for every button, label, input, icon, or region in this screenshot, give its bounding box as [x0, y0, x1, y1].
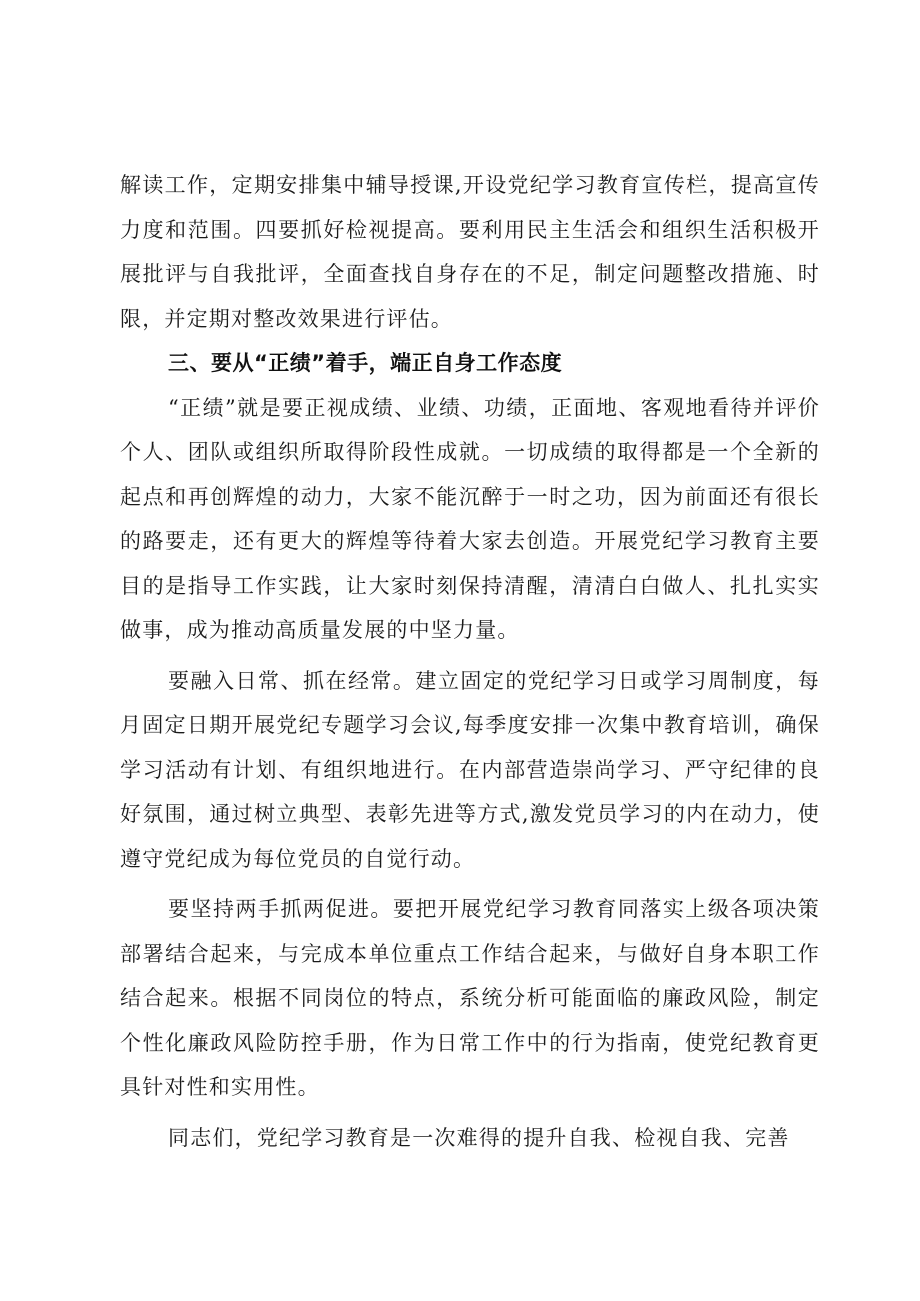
paragraph-continued: 解读工作，定期安排集中辅导授课,开设党纪学习教育宣传栏，提高宣传力度和范围。四要抓好检视提高。要利用民主生活会和组织生活积极开展批评与自我批评，全面查找自身存在的不足，制定问题整改措施、时限，并定期对整改效果进行评估。: [120, 173, 820, 331]
paragraph-zhengji: “正绩”就是要正视成绩、业绩、功绩，正面地、客观地看待并评价个人、团队或组织所取得阶段性成就。一切成绩的取得都是一个全新的起点和再创辉煌的动力，大家不能沉醉于一时之功，因为前面还有很长的路要走，还有更大的辉煌等待着大家去创造。开展党纪学习教育主要目的是指导工作实践，让大家时刻保持清醒，清清白白做人、扎扎实实做事，成为推动高质量发展的中坚力量。: [120, 395, 820, 642]
section-heading: 三、要从“正绩”着手，端正自身工作态度: [168, 351, 563, 375]
paragraph-comrades: 同志们，党纪学习教育是一次难得的提升自我、检视自我、完善: [168, 1125, 790, 1150]
paragraph-daily-learning: 要融入日常、抓在经常。建立固定的党纪学习日或学习周制度，每月固定日期开展党纪专题学习会议,每季度安排一次集中教育培训，确保学习活动有计划、有组织地进行。在内部营造崇尚学习、严守纪律的良好氛围，通过树立典型、表彰先进等方式,激发党员学习的内在动力，使遵守党纪成为每位党员的自觉行动。: [120, 668, 820, 871]
document-body: [120, 163, 820, 1160]
paragraph-two-hands: 要坚持两手抓两促进。要把开展党纪学习教育同落实上级各项决策部署结合起来，与完成本单位重点工作结合起来，与做好自身本职工作结合起来。根据不同岗位的特点，系统分析可能面临的廉政风险，制定个性化廉政风险防控手册，作为日常工作中的行为指南，使党纪教育更具针对性和实用性。: [120, 897, 820, 1099]
